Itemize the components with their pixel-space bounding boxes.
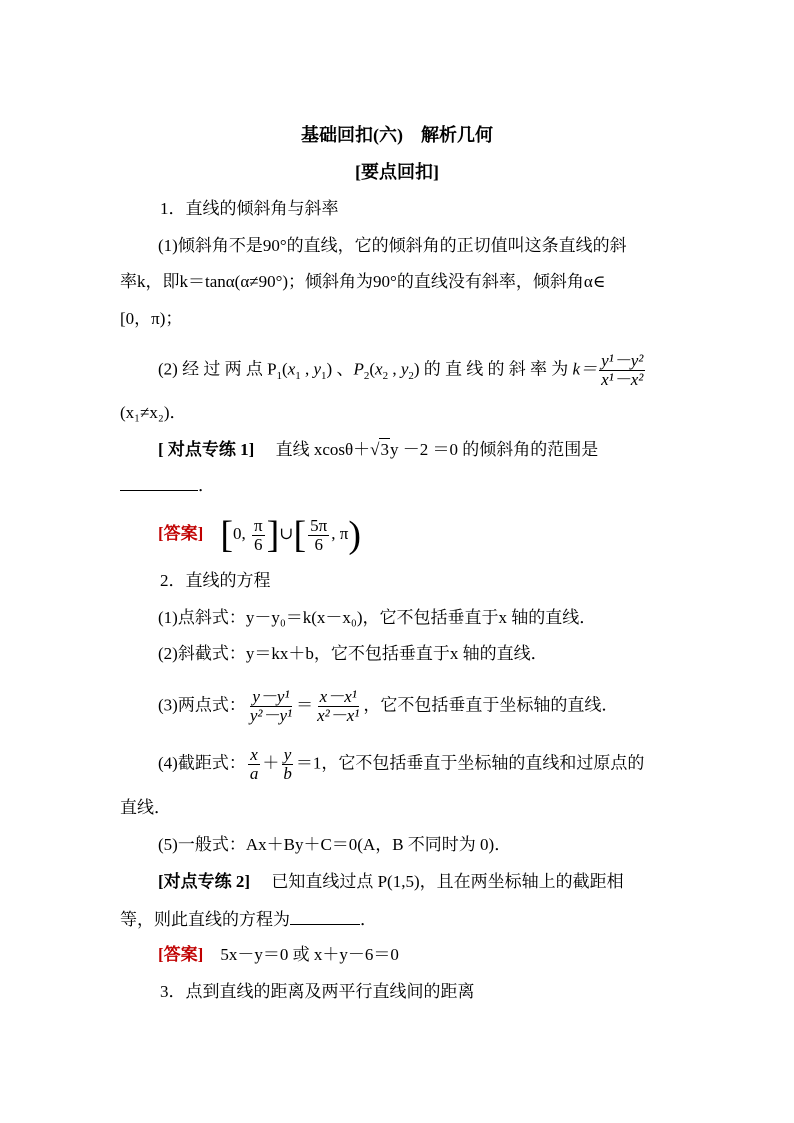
answer-blank-2 (290, 908, 360, 925)
intercept-form (158, 746, 644, 783)
two-point-form (158, 688, 618, 725)
two-point-text: ，它不包括垂直于坐标轴的直线． (363, 695, 619, 715)
para-2-prefix: (2) 经 过 两 点 P (158, 359, 277, 379)
two-point-label: (3)两点式： (158, 695, 246, 715)
heading-1: 1．直线的倾斜角与斜率 (160, 199, 339, 218)
left-bracket: [ (220, 514, 233, 557)
heading-2: 2．直线的方程 (160, 571, 271, 590)
para-2-line-2: (x₁≠x₂)． (120, 403, 187, 422)
intercept-frac-2-num: y (283, 745, 292, 764)
para-2-line-1: (2) 经 过 两 点 $P_1(x_1$ , $y_1$) 、$P_2(x_2$ , $y_2$) 的 直 线 的 斜 率 为 k＝ $\frac{\text{y¹－y²}}{\text{x¹－x²}}$ (158, 351, 644, 389)
para-1-line-1: (1)倾斜角不是90°的直线，它的倾斜角的正切值叫这条直线的斜 (158, 236, 627, 255)
intercept-label: (4)截距式： (158, 753, 246, 773)
two-point-frac-1 (248, 688, 294, 725)
exercise-1-text-a: 直线 xcosθ＋ (275, 440, 371, 459)
slope-k: k＝ (572, 359, 598, 379)
para-1-line-3: [0，π)； (120, 309, 183, 328)
intercept-frac-2-den: b (283, 764, 292, 783)
section-subtitle: [要点回扣] (355, 162, 439, 182)
two-point-frac-2-num: x－x¹ (319, 687, 357, 706)
answer-1-frac-2-num: 5π (310, 515, 328, 535)
slope-denominator: x¹－x² (601, 370, 644, 389)
answer-1-end: , π (331, 524, 349, 543)
para-2-mid: 的 直 线 的 斜 率 为 (423, 359, 569, 379)
answer-1 (158, 512, 361, 556)
intercept-frac-2 (281, 746, 294, 783)
heading-3: 3．点到直线的距离及两平行直线间的距离 (160, 982, 475, 1001)
intercept-plus: ＋ (262, 753, 280, 773)
left-bracket-2: [ (293, 514, 307, 557)
union-symbol: ∪ (279, 524, 294, 543)
exercise-1-line-2: ． (120, 474, 215, 497)
page-title: 基础回扣(六) 解析几何 (301, 125, 493, 145)
exercise-1-tag: [ 对点专练 1] (158, 440, 255, 459)
point-slope-form: (1)点斜式：y－y₀＝k(x－x₀)，它不包括垂直于x 轴的直线． (158, 608, 597, 627)
sqrt-radicand: 3 (380, 440, 389, 459)
exercise-2-line-1 (158, 871, 624, 893)
exercise-2-tag: [对点专练 2] (158, 872, 251, 891)
exercise-2-end: ． (360, 910, 377, 929)
slope-fraction (599, 352, 645, 389)
intercept-form-line-2: 直线． (120, 798, 171, 817)
answer-1-frac-1-num: π (253, 515, 263, 535)
exercise-2-text-2: 等，则此直线的方程为 (120, 910, 290, 929)
answer-1-frac-2-den: 6 (314, 534, 323, 554)
answer-1-frac-1 (252, 517, 265, 554)
exercise-1-text-b: y －2 ＝0 的倾斜角的范围是 (389, 440, 599, 459)
answer-1-start: 0, (232, 524, 246, 543)
sqrt-sign: √ (370, 440, 380, 459)
answer-blank-1 (120, 474, 198, 491)
two-point-equals: ＝ (296, 695, 314, 715)
answer-1-frac-2 (308, 517, 329, 554)
answer-2-tag: [答案] (158, 945, 204, 964)
two-point-frac-1-num: y－y¹ (252, 687, 290, 706)
exercise-2-line-2 (120, 908, 377, 931)
general-form: (5)一般式：Ax＋By＋C＝0(A，B 不同时为 0)． (158, 835, 512, 854)
para-1-line-2: 率k，即k＝tanα(α≠90°)；倾斜角为90°的直线没有斜率，倾斜角α∈ (120, 272, 606, 291)
exercise-1-line-1 (158, 438, 598, 461)
answer-1-frac-1-den: 6 (254, 534, 263, 554)
answer-2-text: 5x－y＝0 或 x＋y－6＝0 (220, 945, 399, 964)
intercept-frac-1 (248, 746, 261, 783)
two-point-frac-2 (315, 688, 361, 725)
slope-intercept-form: (2)斜截式：y＝kx＋b，它不包括垂直于x 轴的直线． (158, 644, 548, 663)
exercise-2-text: 已知直线过点 P(1,5)，且在两坐标轴上的截距相 (271, 872, 624, 891)
two-point-frac-2-den: x²－x¹ (317, 706, 360, 725)
intercept-text: ＝1，它不包括垂直于坐标轴的直线和过原点的 (295, 753, 645, 773)
intercept-frac-1-den: a (249, 764, 259, 783)
right-paren: ) (348, 514, 361, 557)
right-bracket: ] (266, 514, 280, 557)
intercept-frac-1-num: x (250, 745, 258, 764)
answer-1-tag: [答案] (158, 524, 204, 543)
slope-numerator: y¹－y² (601, 351, 644, 370)
answer-2 (158, 944, 399, 966)
two-point-frac-1-den: y²－y¹ (249, 706, 293, 725)
